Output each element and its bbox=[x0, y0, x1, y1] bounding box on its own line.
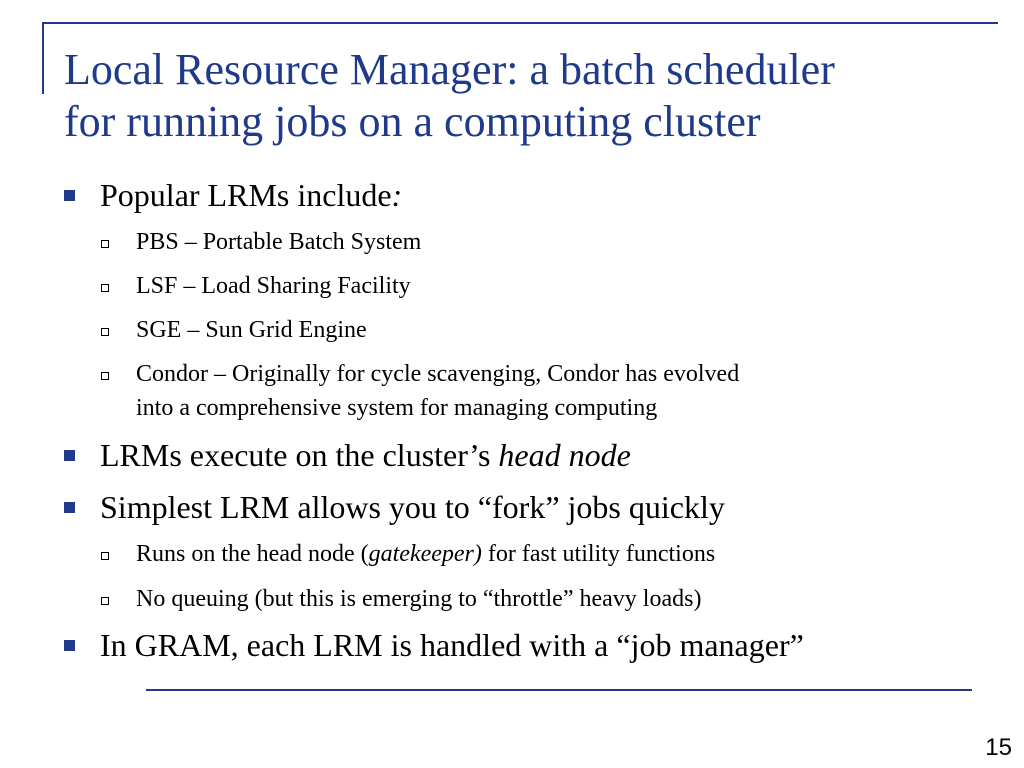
bottom-divider bbox=[146, 689, 972, 691]
sub-bullet-text-line-2: into a comprehensive system for managing computing bbox=[136, 395, 658, 421]
bullet-text: Simplest LRM allows you to “fork” jobs quickly bbox=[100, 489, 725, 525]
bullet-emphasis: head node bbox=[498, 437, 631, 473]
square-bullet-icon bbox=[64, 502, 75, 513]
sub-bullet-text: LSF – Load Sharing Facility bbox=[136, 273, 411, 299]
bullet-colon: : bbox=[391, 177, 403, 213]
sub-bullet-text: PBS – Portable Batch System bbox=[136, 229, 422, 255]
top-divider bbox=[42, 22, 998, 24]
sub-bullet-text-line-1: Condor – Originally for cycle scavenging, Condor has evolved bbox=[136, 361, 740, 387]
title-line-2: for running jobs on a computing cluster bbox=[64, 96, 761, 146]
page-number: 15 bbox=[985, 734, 1012, 761]
hollow-square-bullet-icon bbox=[101, 240, 109, 248]
square-bullet-icon bbox=[64, 450, 75, 461]
hollow-square-bullet-icon bbox=[101, 284, 109, 292]
square-bullet-icon bbox=[64, 190, 75, 201]
hollow-square-bullet-icon bbox=[101, 328, 109, 336]
sub-bullet-text: SGE – Sun Grid Engine bbox=[136, 317, 367, 343]
slide-title bbox=[64, 44, 1004, 148]
sub-bullet-text-post: for fast utility functions bbox=[481, 541, 716, 567]
bullet-text: Popular LRMs include bbox=[100, 177, 392, 213]
sub-bullet-emphasis: gatekeeper) bbox=[368, 541, 482, 567]
title-line-1: Local Resource Manager: a batch scheduler bbox=[64, 45, 835, 94]
left-divider bbox=[42, 22, 44, 94]
sub-bullet-text-pre: Runs on the head node ( bbox=[136, 541, 369, 567]
hollow-square-bullet-icon bbox=[101, 552, 109, 560]
hollow-square-bullet-icon bbox=[101, 597, 109, 605]
square-bullet-icon bbox=[64, 640, 75, 651]
sub-bullet-text: No queuing (but this is emerging to “throttle” heavy loads) bbox=[136, 586, 702, 612]
hollow-square-bullet-icon bbox=[101, 372, 109, 380]
bullet-text: In GRAM, each LRM is handled with a “job manager” bbox=[100, 627, 804, 663]
bullet-text: LRMs execute on the cluster’s bbox=[100, 437, 499, 473]
